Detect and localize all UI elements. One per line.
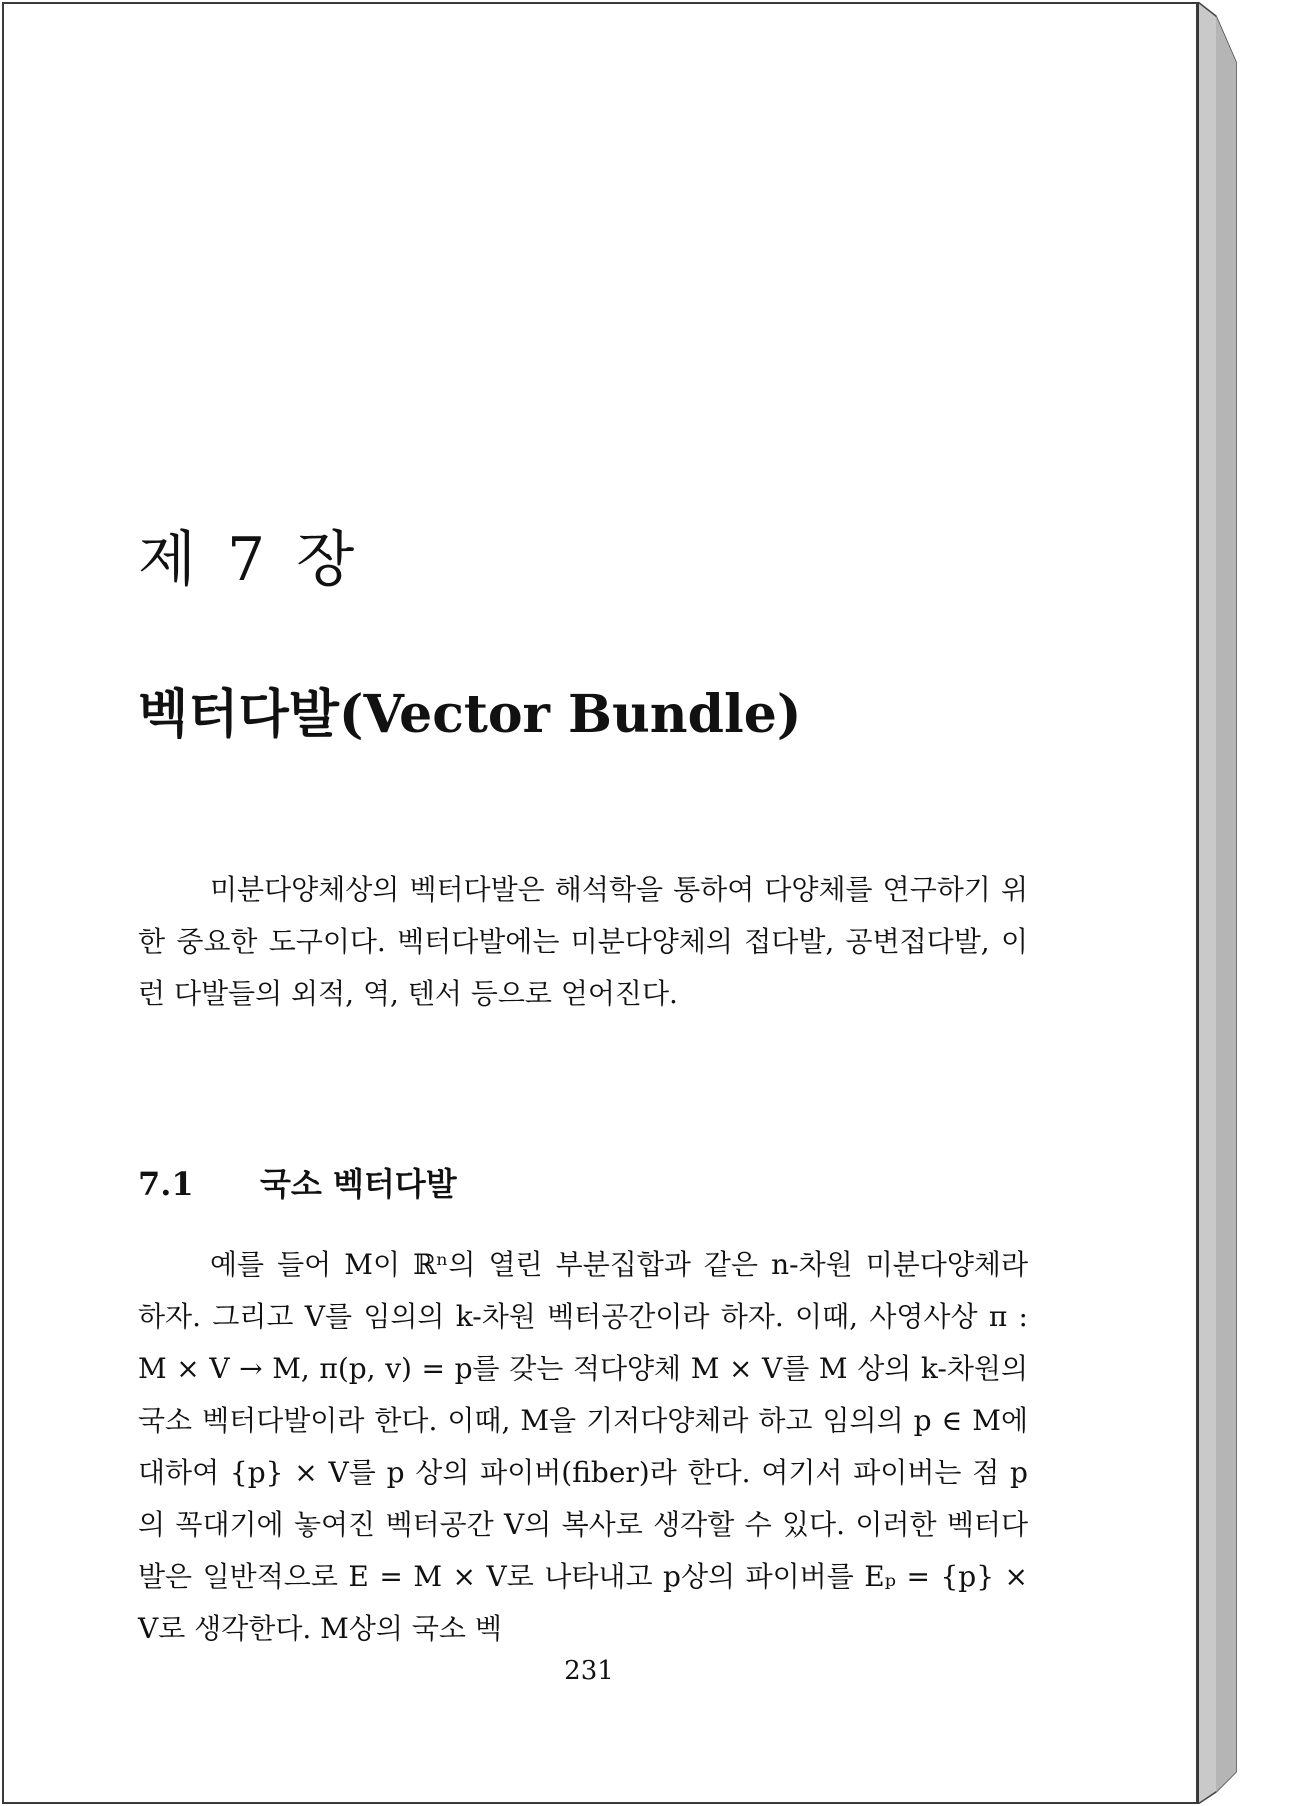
page-sheet (2, 2, 1198, 1804)
intro-text: 미분다양체상의 벡터다발은 해석학을 통하여 다양체를 연구하기 위한 중요한 도구이다. 벡터다발에는 미분다양체의 접다발, 공변접다발, 이런 다발들의 외적, 역, 텐서 등으로 얻어진다. (138, 873, 1028, 1010)
page-content (4, 4, 1200, 1806)
body-paragraph (138, 1239, 1028, 1655)
section-number: 7.1 (138, 1165, 194, 1203)
chapter-number: 제 7 장 (138, 525, 361, 595)
section-heading (138, 1159, 457, 1205)
intro-paragraph (138, 864, 1028, 1020)
page-number: 231 (564, 1656, 614, 1686)
body-text: 예를 들어 M이 ℝⁿ의 열린 부분집합과 같은 n-차원 미분다양체라 하자. 그리고 V를 임의의 k-차원 벡터공간이라 하자. 이때, 사영사상 π : M × V → M, π(p, v) = p를 갖는 적다양체 M × V를 M 상의 k-차원의 국소 벡터다발이라 한다. 이때, M을 기저다양체라 하고 임의의 p ∈ M에 대하여 {p} × V를 p 상의 파이버(fiber)라 한다. 여기서 파이버는 점 p의 꼭대기에 놓여진 벡터공간 V의 복사로 생각할 수 있다. 이러한 벡터다발은 일반적으로 E = M × V로 나타내고 p상의 파이버를 Eₚ = {p} × V로 생각한다. M상의 국소 벡 (138, 1248, 1028, 1645)
chapter-title: 벡터다발(Vector Bundle) (138, 684, 802, 745)
book-page-edge (1198, 2, 1243, 1804)
section-title: 국소 벡터다발 (260, 1165, 457, 1203)
